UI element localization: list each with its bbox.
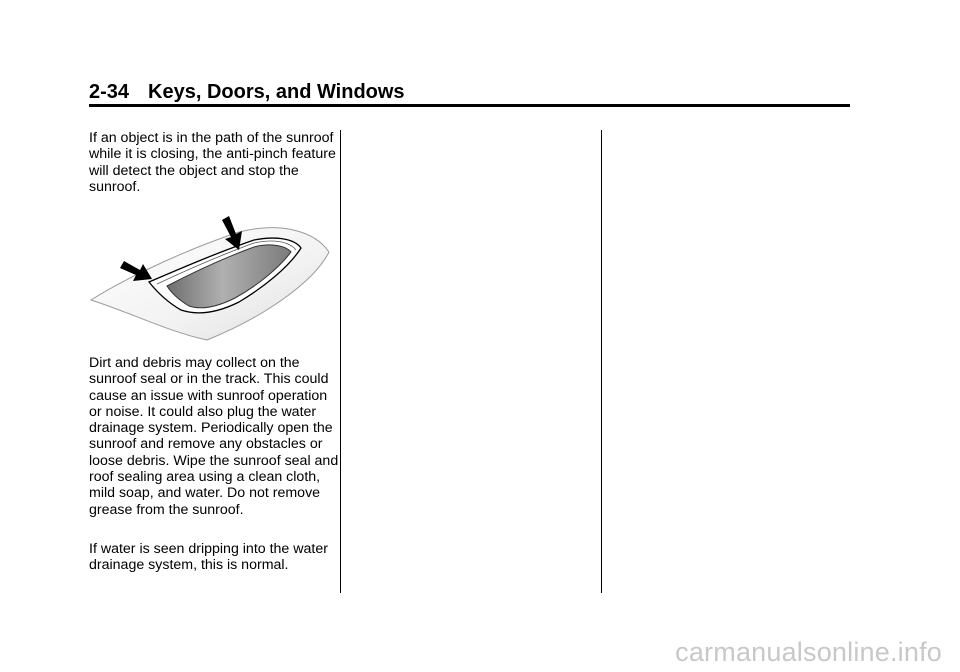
page-number: 2-34 [89,81,130,103]
section-title: Keys, Doors, and Windows [148,81,405,103]
anti-pinch-paragraph: If an object is in the path of the sunroof while it is closing, the anti-pinch feature will detect the object and stop the sunroof. [89,130,336,195]
arrow-icon [120,261,152,281]
header-rule [89,104,850,107]
maintenance-paragraph: Dirt and debris may collect on the sunroof seal or in the track. This could cause an issue with sunroof operation or noise. It could also plug the water drainage system. Periodically open the sunroof and remove any obstacles or loose debris. Wipe the sunroof seal and roof sealing area using a clean cloth, mild soap, and water. Do not remove grease from the sunroof. [89,355,339,518]
drainage-paragraph: If water is seen dripping into the water drainage system, this is normal. [89,541,328,574]
watermark: carmanualsonline.info [675,637,942,667]
column-divider [601,130,602,593]
page-header [89,80,405,104]
column-divider [340,130,341,593]
sunroof-illustration [89,212,331,342]
